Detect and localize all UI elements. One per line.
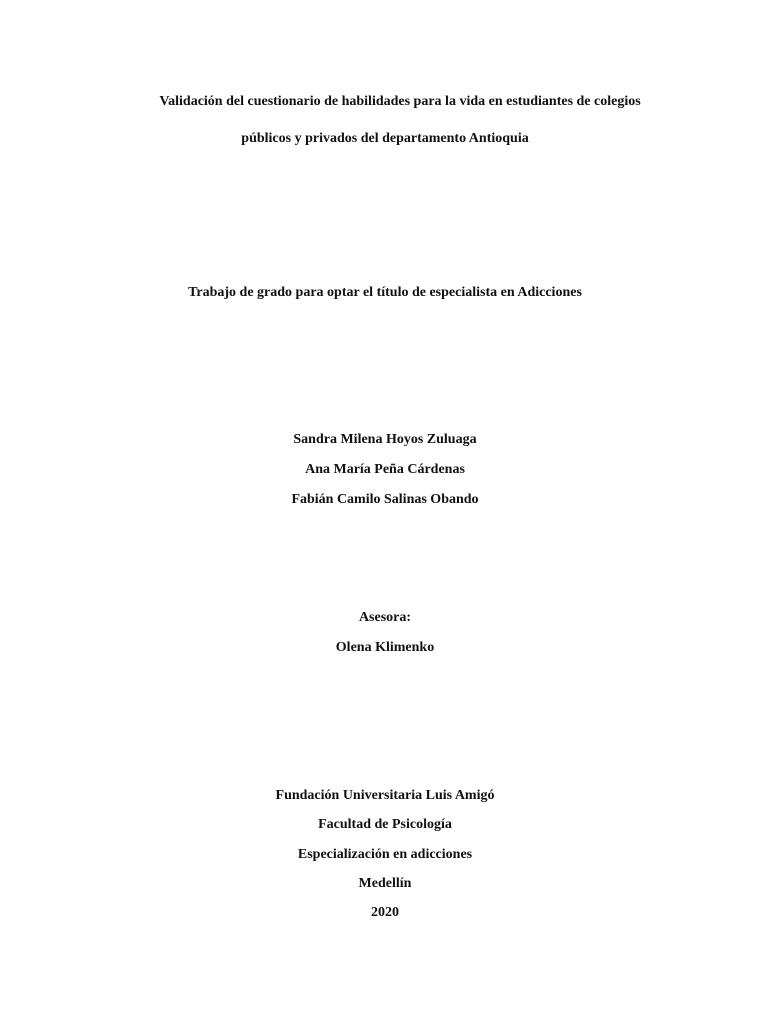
faculty-name: Facultad de Psicología xyxy=(318,817,452,832)
author-name: Sandra Milena Hoyos Zuluaga xyxy=(293,432,477,447)
author-name: Fabián Camilo Salinas Obando xyxy=(291,492,479,507)
document-subtitle: Trabajo de grado para optar el título de especialista en Adicciones xyxy=(188,285,582,300)
advisor-label: Asesora: xyxy=(358,610,412,625)
city-name: Medellín xyxy=(358,876,412,891)
document-title-line-2: públicos y privados del departamento Antioquia xyxy=(241,131,529,146)
program-name: Especialización en adicciones xyxy=(297,847,473,862)
year: 2020 xyxy=(371,905,399,920)
author-name: Ana María Peña Cárdenas xyxy=(305,462,465,477)
advisor-name: Olena Klimenko xyxy=(335,640,435,655)
document-title-line-1: Validación del cuestionario de habilidades para la vida en estudiantes de colegios xyxy=(159,94,641,109)
institution-name: Fundación Universitaria Luis Amigó xyxy=(275,788,495,803)
